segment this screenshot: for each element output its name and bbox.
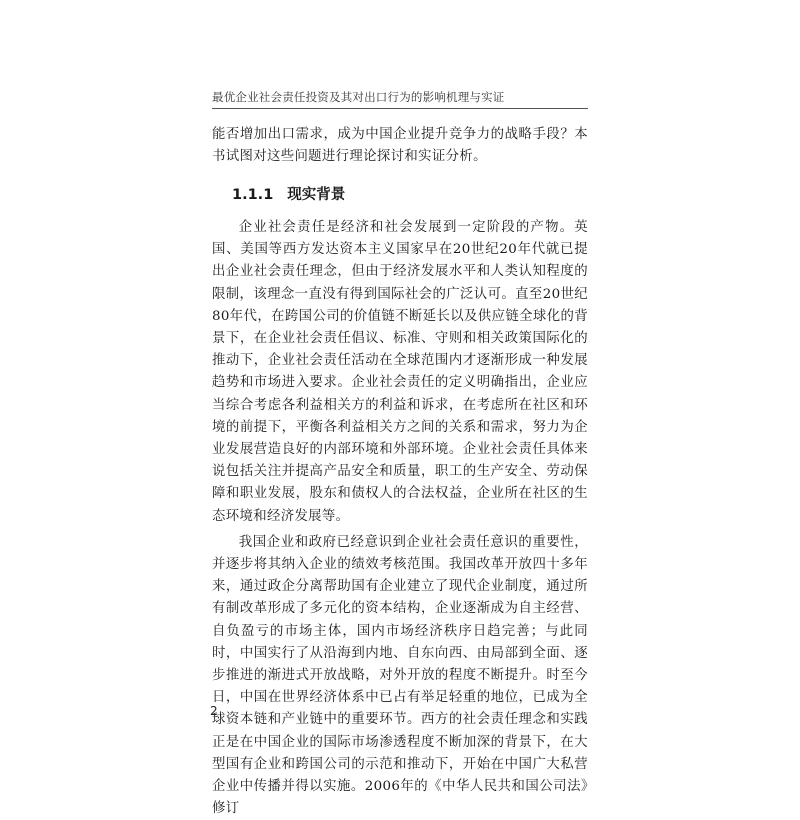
section-heading	[232, 183, 345, 204]
continuation-text: 能否增加出口需求，成为中国企业提升竞争力的战略手段？本书试图对这些问题进行理论探讨和实证分析。	[212, 127, 588, 165]
paragraph-1: 企业社会责任是经济和社会发展到一定阶段的产物。英国、美国等西方发达资本主义国家早在20世纪20年代就已提出企业社会责任理念，但由于经济发展水平和人类认知程度的限制，该理念一直没有得到国际社会的广泛认可。直至20世纪80年代，在跨国公司的价值链不断延长以及供应链全球化的背景下，在企业社会责任倡议、标准、守则和相关政策国际化的推动下，企业社会责任活动在全球范围内才逐渐形成一种发展趋势和市场进入要求。企业社会责任的定义明确指出，企业应当综合考虑各利益相关方的利益和诉求，在考虑所在社区和环境的前提下，平衡各利益相关方之间的关系和需求，努力为企业发展营造良好的内部环境和外部环境。企业社会责任具体来说包括关注并提高产品安全和质量，职工的生产安全、劳动保障和职业发展，股东和债权人的合法权益，企业所在社区的生态环境和经济发展等。	[212, 220, 588, 524]
paragraph-2: 我国企业和政府已经意识到企业社会责任意识的重要性，并逐步将其纳入企业的绩效考核范围。我国改革开放四十多年来，通过政企分离帮助国有企业建立了现代企业制度，通过所有制改革形成了多元化的资本结构，企业逐渐成为自主经营、自负盈亏的市场主体，国内市场经济秩序日趋完善；与此同时，中国实行了从沿海到内地、自东向西、由局部到全面、逐步推进的渐进式开放战略，对外开放的程度不断提升。时至今日，中国在世界经济体系中已占有举足轻重的地位，已成为全球资本链和产业链中的重要环节。西方的社会责任理念和实践正是在中国企业的国际市场渗透程度不断加深的背景下，在大型国有企业和跨国公司的示范和推动下，开始在中国广大私营企业中传播并得以实施。2006年的《中华人民共和国公司法》修订	[212, 534, 588, 817]
continuation-paragraph	[212, 124, 588, 168]
section-number: 1.1.1	[232, 187, 274, 203]
body-text	[212, 217, 588, 820]
header-rule	[212, 108, 588, 109]
page-number: 2	[210, 704, 218, 718]
section-title: 现实背景	[287, 187, 346, 203]
running-header: 最优企业社会责任投资及其对出口行为的影响机理与实证	[212, 90, 505, 104]
